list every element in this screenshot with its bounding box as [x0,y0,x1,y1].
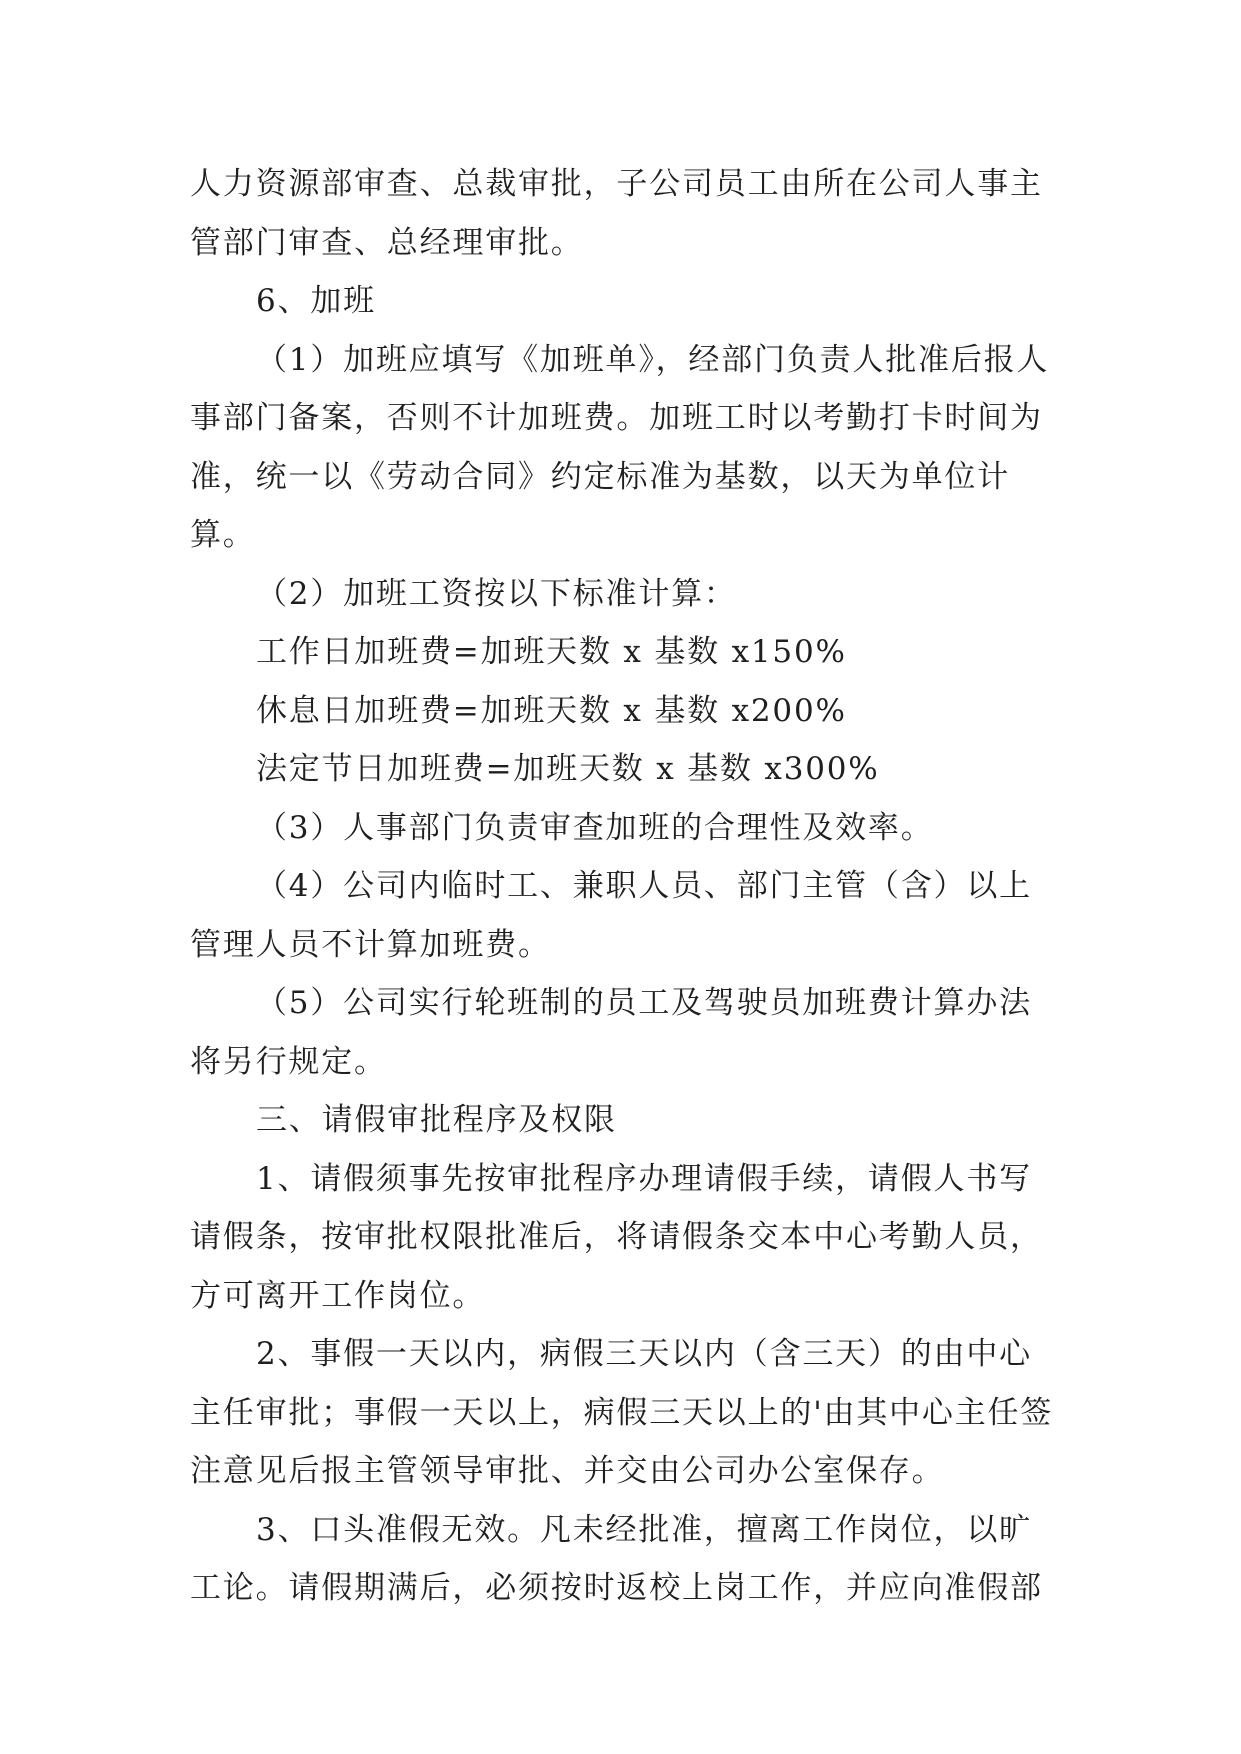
formula-workday-overtime: 工作日加班费=加班天数 x 基数 x150% [256,634,847,670]
paragraph-leave-procedure: 1、请假须事先按审批程序办理请假手续，请假人书写请假条，按审批权限批准后，将请假条交本中心考勤人员，方可离开工作岗位。 [190,1160,1043,1314]
paragraph-leave-authority: 2、事假一天以内，病假三天以内（含三天）的由中心主任审批；事假一天以上，病假三天以上的'由其中心主任签注意见后报主管领导审批、并交由公司办公室保存。 [190,1336,1054,1489]
paragraph-verbal-leave-invalid: 3、口头准假无效。凡未经批准，擅离工作岗位，以旷工论。请假期满后，必须按时返校上岗工作，并应向准假部 [190,1511,1043,1606]
paragraph-overtime-exclusions: （4）公司内临时工、兼职人员、部门主管（含）以上管理人员不计算加班费。 [190,868,1032,963]
formula-holiday-overtime: 法定节日加班费=加班天数 x 基数 x300% [256,751,880,787]
paragraph-overtime-review: （3）人事部门负责审查加班的合理性及效率。 [256,809,934,846]
paragraph-overtime-pay-standard: （2）加班工资按以下标准计算： [256,575,737,612]
document-body [190,155,1060,1618]
formula-restday-overtime: 休息日加班费=加班天数 x 基数 x200% [256,692,847,729]
paragraph-overtime-form: （1）加班应填写《加班单》，经部门负责人批准后报人事部门备案，否则不计加班费。加班工时以考勤打卡时间为准，统一以《劳动合同》约定标准为基数，以天为单位计算。 [190,341,1050,553]
section-heading-leave-approval: 三、请假审批程序及权限 [256,1102,617,1138]
paragraph-shift-workers: （5）公司实行轮班制的员工及驾驶员加班费计算办法将另行规定。 [190,985,1032,1080]
section-heading-overtime: 6、加班 [256,283,376,319]
paragraph-approval-continuation: 人力资源部审查、总裁审批，子公司员工由所在公司人事主管部门审查、总经理审批。 [190,166,1043,261]
